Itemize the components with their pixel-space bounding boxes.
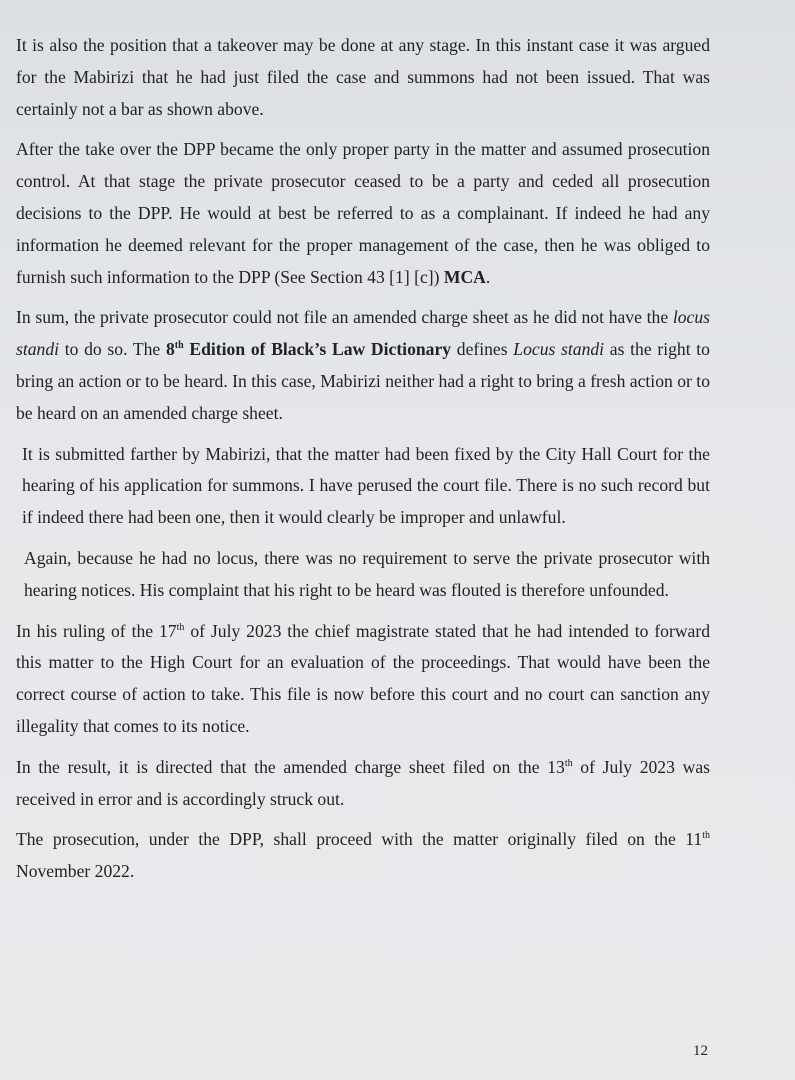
text-run: It is also the position that a takeover may be done at any stage. In this instant case it was argued for the Mabirizi that he had just filed the case and summons had not been issued. That was certainly not a bar as shown above. — [16, 35, 710, 119]
text-run: as the right to bring an action or to be heard. In this case, Mabirizi neither had a right to bring a fresh action or to be heard on an amended charge sheet. — [16, 339, 710, 423]
text-run: After the take over the DPP became the only proper party in the matter and assumed prosecution control. At that stage the private prosecutor ceased to be a party and ceded all prosecution decisions to the DPP. He would at best be referred to as a complainant. If indeed he had any information he deemed relevant for the proper management of the case, then he was obliged to furnish such information to the DPP (See Section 43 [1] [c]) — [16, 139, 710, 287]
paragraph-hearing-notices — [16, 543, 710, 607]
paragraph-result-struck-out — [16, 752, 710, 816]
paragraph-takeover-stage — [16, 30, 710, 125]
text-run: . — [485, 266, 491, 287]
text-run: The prosecution, under the DPP, shall proceed with the matter originally filed on the 11 — [16, 829, 703, 850]
text-run: Again, because he had no locus, there was no requirement to serve the private prosecutor with hearing notices. His complaint that his right to be heard was flouted is therefore unfounded. — [24, 547, 710, 600]
text-run: th — [174, 340, 184, 352]
paragraph-prosecution-proceed — [16, 824, 710, 888]
text-run: Locus standi — [513, 339, 605, 360]
text-run: November 2022. — [16, 861, 135, 882]
paragraph-city-hall-court — [16, 439, 710, 534]
document-body — [16, 30, 710, 897]
text-run: defines — [451, 339, 514, 360]
text-run: It is submitted farther by Mabirizi, that the matter had been fixed by the City Hall Court for the hearing of his application for summons. I have perused the court file. There is no such record but if indeed there had been one, then it would clearly be improper and unlawful. — [22, 443, 710, 528]
text-run: th — [564, 757, 573, 769]
paragraph-dpp-control — [16, 134, 710, 293]
text-run: 8 — [165, 339, 175, 360]
text-run: In the result, it is directed that the amended charge sheet filed on the 13 — [16, 756, 565, 777]
text-run: MCA — [443, 266, 486, 287]
paragraph-chief-magistrate-ruling — [16, 616, 710, 743]
paragraph-locus-standi — [16, 302, 710, 429]
text-run: of July 2023 was received in error and is accordingly struck out. — [16, 756, 710, 809]
text-run: of July 2023 the chief magistrate stated that he had intended to forward this matter to the High Court for an evaluation of the proceedings. That would have been the correct course of action to take. This file is now before this court and no court can sanction any illegality that comes to its notice. — [16, 620, 711, 736]
text-run: th — [702, 830, 710, 842]
text-run: th — [176, 621, 185, 633]
text-run: locus standi — [16, 307, 710, 360]
text-run: Edition of Black’s Law Dictionary — [183, 339, 452, 360]
page-number: 12 — [693, 1043, 708, 1059]
text-run: In sum, the private prosecutor could not file an amended charge sheet as he did not have the — [16, 307, 673, 328]
text-run: In his ruling of the 17 — [16, 620, 177, 641]
text-run: to do so. The — [59, 339, 166, 360]
